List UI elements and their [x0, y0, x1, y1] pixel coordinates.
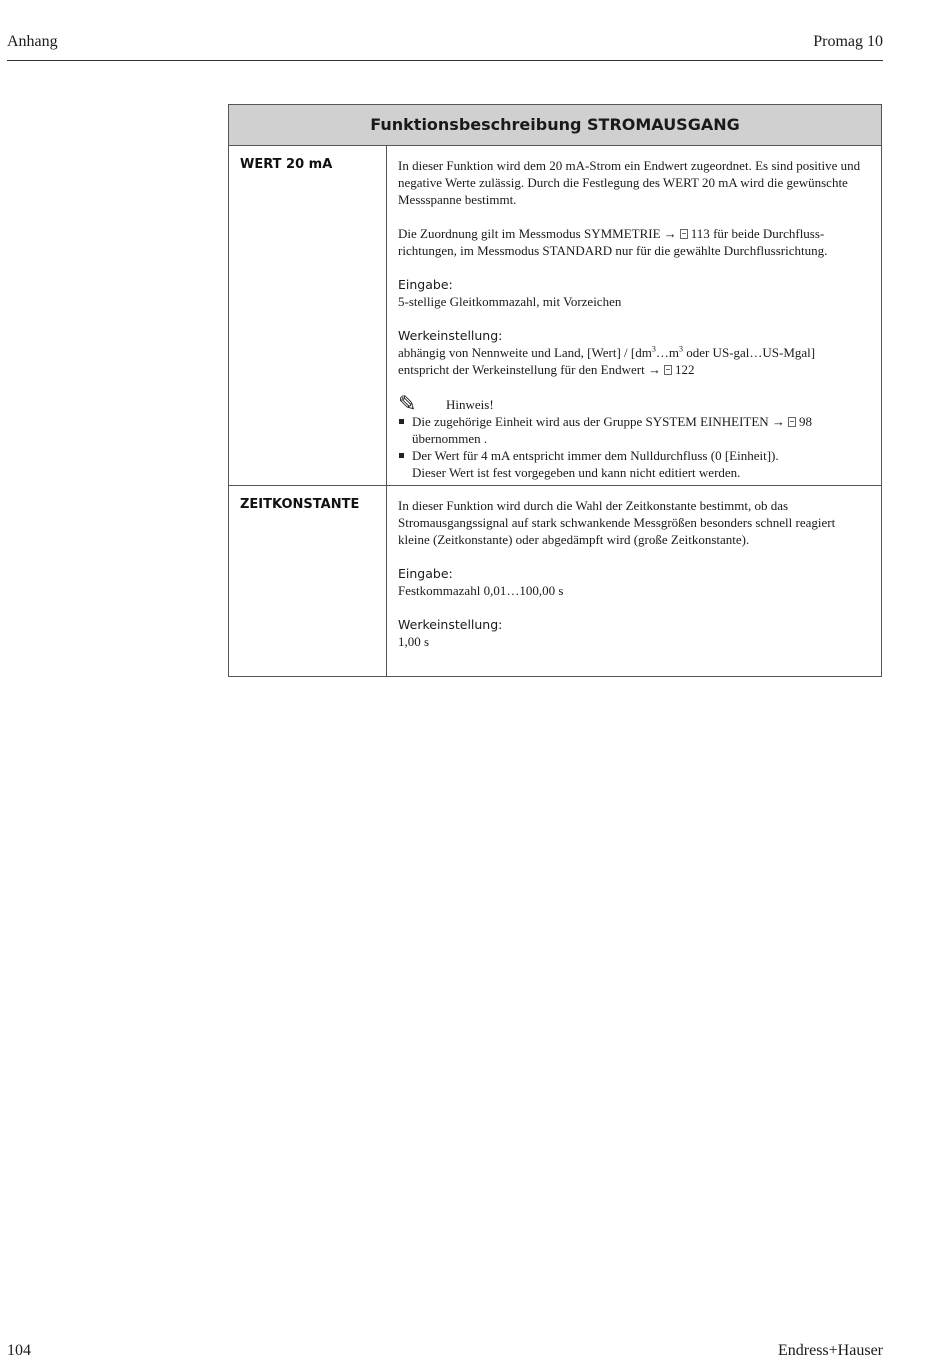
description-intro: In dieser Funktion wird dem 20 mA-Strom ein Endwert zugeordnet. Es sind positive und negative Werte zulässig. Durch die Festlegung des WERT 20 mA wird die gewünschte Messspanne bestimmt.: [398, 158, 861, 207]
header-product: Promag 10: [813, 33, 883, 50]
note-list: [398, 413, 870, 481]
page-ref[interactable]: 122: [674, 362, 695, 377]
description-intro: In dieser Funktion wird durch die Wahl der Zeitkonstante bestimmt, ob das Stromausgangssignal auf stark schwankende Messgrößen besonders schnell reagiert kleine (Zeitkonstante) oder abgedämpft wird (große Zeitkonstante).: [398, 498, 836, 547]
note-header: [398, 391, 870, 416]
input-label: Eingabe:: [398, 277, 453, 292]
function-description: [387, 146, 881, 485]
input-block: [398, 565, 870, 599]
default-block: [398, 616, 870, 650]
function-name: ZEITKONSTANTE: [229, 486, 387, 676]
page-ref-icon: [664, 365, 672, 375]
input-value: 5-stellige Gleitkommazahl, mit Vorzeichen: [398, 294, 622, 309]
table-title: Funktionsbeschreibung STROMAUSGANG: [229, 105, 881, 146]
page-ref[interactable]: 113: [690, 226, 710, 241]
note-title: Hinweis!: [446, 396, 494, 412]
input-block: [398, 276, 870, 310]
function-description: [387, 486, 881, 676]
function-table: [228, 104, 882, 677]
table-row: [229, 485, 881, 676]
default-block: Werkeinstellung: abhängig von Nennweite und Land, [Wert] / [$dm^3\dots m^3$ oder US-gal…US-Mgal] entspricht der Werkeinstellung für den Endwert → 122: [398, 328, 816, 377]
header-section: Anhang: [7, 33, 58, 50]
table-row: [229, 146, 881, 485]
page-number: 104: [7, 1342, 31, 1359]
page-ref-icon: [788, 417, 796, 427]
header-rule: [7, 60, 883, 61]
footer-company: Endress+Hauser: [778, 1342, 883, 1359]
function-name: WERT 20 mA: [229, 146, 387, 485]
list-item: Die zugehörige Einheit wird aus der Gruppe SYSTEM EINHEITEN → 98 übernommen .: [398, 413, 870, 447]
pencil-icon: ✎: [398, 391, 417, 416]
page-ref-icon: [680, 229, 688, 239]
input-label: Eingabe:: [398, 566, 453, 581]
list-item: Der Wert für 4 mA entspricht immer dem Nulldurchfluss (0 [Einheit]). Dieser Wert ist fest vorgegeben und kann nicht editiert werden.: [398, 447, 870, 481]
default-label: Werkeinstellung:: [398, 617, 503, 632]
input-value: Festkommazahl 0,01…100,00 s: [398, 583, 564, 598]
default-value: 1,00 s: [398, 634, 430, 649]
page-ref[interactable]: 98: [798, 414, 812, 429]
default-label: Werkeinstellung:: [398, 328, 503, 343]
description-assignment: Die Zuordnung gilt im Messmodus SYMMETRIE → 113 für beide Durchfluss- richtungen, im Messmodus STANDARD nur für die gewählte Durchflussrichtung.: [398, 226, 828, 258]
